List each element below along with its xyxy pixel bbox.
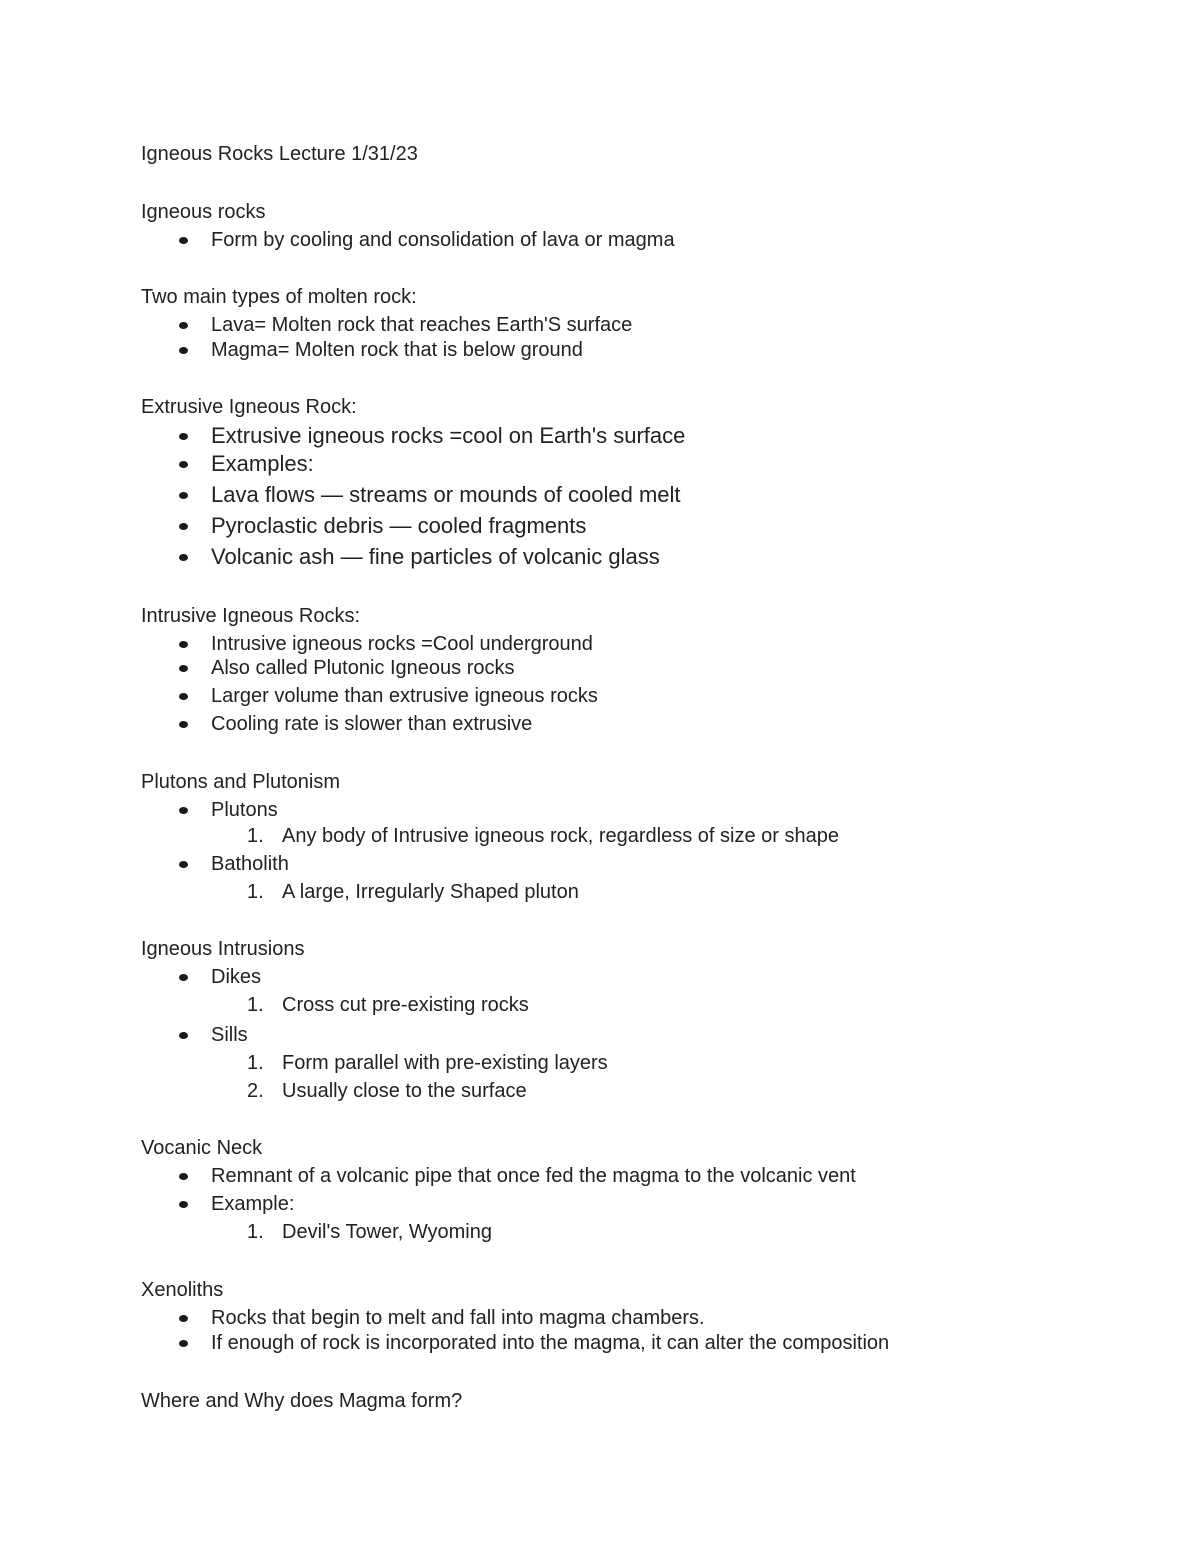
sub-list-item: Usually close to the surface: [282, 1080, 527, 1102]
bullet-icon: [179, 974, 188, 981]
list-item: Sills: [211, 1024, 248, 1046]
section-heading: Plutons and Plutonism: [141, 771, 341, 793]
bullet-icon: [179, 1340, 188, 1347]
bullet-icon: [179, 1201, 188, 1208]
list-item: Example:: [211, 1193, 295, 1215]
list-item: Volcanic ash — fine particles of volcanic glass: [211, 544, 660, 569]
bullet-icon: [179, 1315, 188, 1322]
list-number: 2.: [247, 1080, 264, 1102]
bullet-icon: [179, 237, 188, 244]
bullet-icon: [179, 433, 188, 440]
list-number: 1.: [247, 1052, 264, 1074]
section-heading: Vocanic Neck: [141, 1137, 263, 1159]
list-item: Lava= Molten rock that reaches Earth'S surface: [211, 314, 633, 336]
list-item: Form by cooling and consolidation of lava or magma: [211, 229, 675, 251]
list-number: 1.: [247, 825, 264, 847]
document-title: Igneous Rocks Lecture 1/31/23: [141, 143, 418, 165]
list-item: Pyroclastic debris — cooled fragments: [211, 513, 587, 538]
bullet-icon: [179, 665, 188, 672]
list-item: Larger volume than extrusive igneous rocks: [211, 685, 598, 707]
list-item: Dikes: [211, 966, 262, 988]
list-item: Examples:: [211, 451, 314, 476]
section-heading: Intrusive Igneous Rocks:: [141, 605, 360, 627]
list-item: Extrusive igneous rocks =cool on Earth's surface: [211, 423, 686, 448]
list-item: Rocks that begin to melt and fall into magma chambers.: [211, 1307, 705, 1329]
bullet-icon: [179, 861, 188, 868]
bullet-icon: [179, 721, 188, 728]
sub-list-item: Form parallel with pre-existing layers: [282, 1052, 608, 1074]
section-heading: Xenoliths: [141, 1279, 224, 1301]
bullet-icon: [179, 523, 188, 530]
bullet-icon: [179, 347, 188, 354]
list-number: 1.: [247, 881, 264, 903]
bullet-icon: [179, 641, 188, 648]
list-item: Cooling rate is slower than extrusive: [211, 713, 533, 735]
bullet-icon: [179, 492, 188, 499]
list-item: If enough of rock is incorporated into the magma, it can alter the composition: [211, 1332, 890, 1354]
section-heading: Where and Why does Magma form?: [141, 1390, 463, 1412]
section-heading: Igneous rocks: [141, 201, 266, 223]
sub-list-item: Devil's Tower, Wyoming: [282, 1221, 492, 1243]
list-number: 1.: [247, 1221, 264, 1243]
bullet-icon: [179, 1032, 188, 1039]
sub-list-item: Any body of Intrusive igneous rock, regardless of size or shape: [282, 825, 839, 847]
bullet-icon: [179, 807, 188, 814]
list-item: Lava flows — streams or mounds of cooled melt: [211, 482, 681, 507]
list-item: Plutons: [211, 799, 278, 821]
sub-list-item: Cross cut pre-existing rocks: [282, 994, 529, 1016]
list-item: Batholith: [211, 853, 289, 875]
sub-list-item: A large, Irregularly Shaped pluton: [282, 881, 579, 903]
section-heading: Two main types of molten rock:: [141, 286, 417, 308]
bullet-icon: [179, 554, 188, 561]
list-item: Also called Plutonic Igneous rocks: [211, 657, 515, 679]
section-heading: Igneous Intrusions: [141, 938, 305, 960]
list-item: Magma= Molten rock that is below ground: [211, 339, 583, 361]
list-item: Intrusive igneous rocks =Cool underground: [211, 633, 593, 655]
bullet-icon: [179, 1173, 188, 1180]
section-heading: Extrusive Igneous Rock:: [141, 396, 357, 418]
bullet-icon: [179, 461, 188, 468]
bullet-icon: [179, 693, 188, 700]
list-number: 1.: [247, 994, 264, 1016]
list-item: Remnant of a volcanic pipe that once fed the magma to the volcanic vent: [211, 1165, 856, 1187]
bullet-icon: [179, 322, 188, 329]
